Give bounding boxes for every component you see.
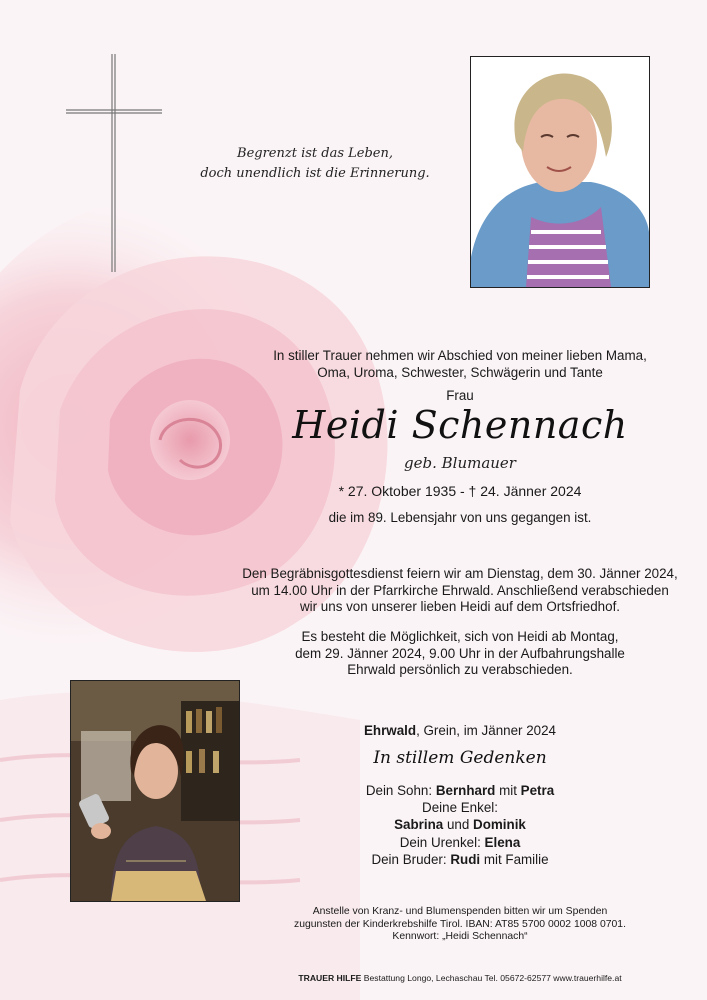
family-brother: [240, 851, 680, 868]
portrait-photo: [470, 56, 650, 288]
viewing-line-1: Es besteht die Möglichkeit, sich von Heidi ab Montag,: [301, 629, 619, 644]
funeral-line-1: Den Begräbnisgottesdienst feiern wir am Dienstag, dem 30. Jänner 2024,: [242, 566, 678, 581]
donation-note: [240, 906, 680, 944]
grandchild-1: Sabrina: [394, 817, 444, 833]
young-photo-illustration: [71, 681, 239, 901]
intro-text: [240, 348, 680, 381]
intro-line-2: Oma, Uroma, Schwester, Schwägerin und Tante: [317, 364, 603, 380]
and-text: und: [443, 817, 474, 833]
donation-line-1: Anstelle von Kranz- und Blumenspenden bitten wir um Spenden: [312, 906, 608, 917]
footer: [240, 973, 680, 983]
donation-line-2: zugunsten der Kinderkrebshilfe Tirol. IBAN: AT85 5700 0002 1008 0701.: [294, 918, 626, 930]
son-name: Bernhard: [435, 783, 496, 798]
son-label: Dein Sohn:: [365, 783, 436, 798]
quote-line-2: doch unendlich ist die Erinnerung.: [200, 166, 430, 181]
brother-with: mit Familie: [480, 851, 549, 867]
grandchild-2: Dominik: [473, 817, 526, 833]
viewing-info: [240, 629, 680, 679]
grandchildren-label: Deine Enkel:: [422, 800, 498, 816]
family-grandchildren: [240, 816, 680, 833]
son-with: mit: [495, 783, 521, 798]
portrait-illustration: [471, 57, 649, 287]
funeral-info: [240, 566, 680, 616]
viewing-line-3: Ehrwald persönlich zu verabschieden.: [347, 662, 573, 677]
remembrance-heading: In stillem Gedenken: [373, 748, 547, 768]
memorial-quote: [190, 144, 440, 184]
age-line: die im 89. Lebensjahr von uns gegangen ist.: [328, 510, 592, 525]
family-list: [240, 782, 680, 868]
young-photo: [70, 680, 240, 902]
quote-line-1: Begrenzt ist das Leben,: [237, 146, 393, 161]
son-partner-name: Petra: [520, 783, 555, 798]
deceased-name: Heidi Schennach: [292, 403, 628, 447]
funeral-line-2: um 14.00 Uhr in der Pfarrkirche Ehrwald. Anschließend verabschieden: [251, 582, 669, 598]
footer-brand: TRAUER HILFE: [298, 973, 362, 983]
funeral-line-3: wir uns von unserer lieben Heidi auf dem Ortsfriedhof.: [299, 599, 621, 614]
place-date: [240, 723, 680, 740]
place-town: Ehrwald: [363, 723, 417, 738]
brother-label: Dein Bruder:: [371, 851, 451, 867]
family-son: [240, 782, 680, 799]
donation-line-3: Kennwort: „Heidi Schennach“: [392, 931, 528, 943]
great-grandchild-name: Elena: [484, 834, 521, 850]
great-grandchild-label: Dein Urenkel:: [399, 834, 485, 850]
family-great-grandchild: [240, 834, 680, 851]
intro-line-1: In stiller Trauer nehmen wir Abschied von meiner lieben Mama,: [273, 348, 647, 363]
place-rest: , Grein, im Jänner 2024: [416, 723, 557, 738]
cross-icon: [62, 52, 164, 274]
life-dates: * 27. Oktober 1935 - † 24. Jänner 2024: [338, 483, 582, 499]
maiden-name: geb. Blumauer: [404, 454, 516, 472]
viewing-line-2: dem 29. Jänner 2024, 9.00 Uhr in der Aufbahrungshalle: [295, 645, 625, 661]
brother-name: Rudi: [450, 851, 481, 867]
footer-contact: Bestattung Longo, Lechaschau Tel. 05672-62577 www.trauerhilfe.at: [361, 973, 622, 983]
honorific: Frau: [446, 388, 474, 403]
